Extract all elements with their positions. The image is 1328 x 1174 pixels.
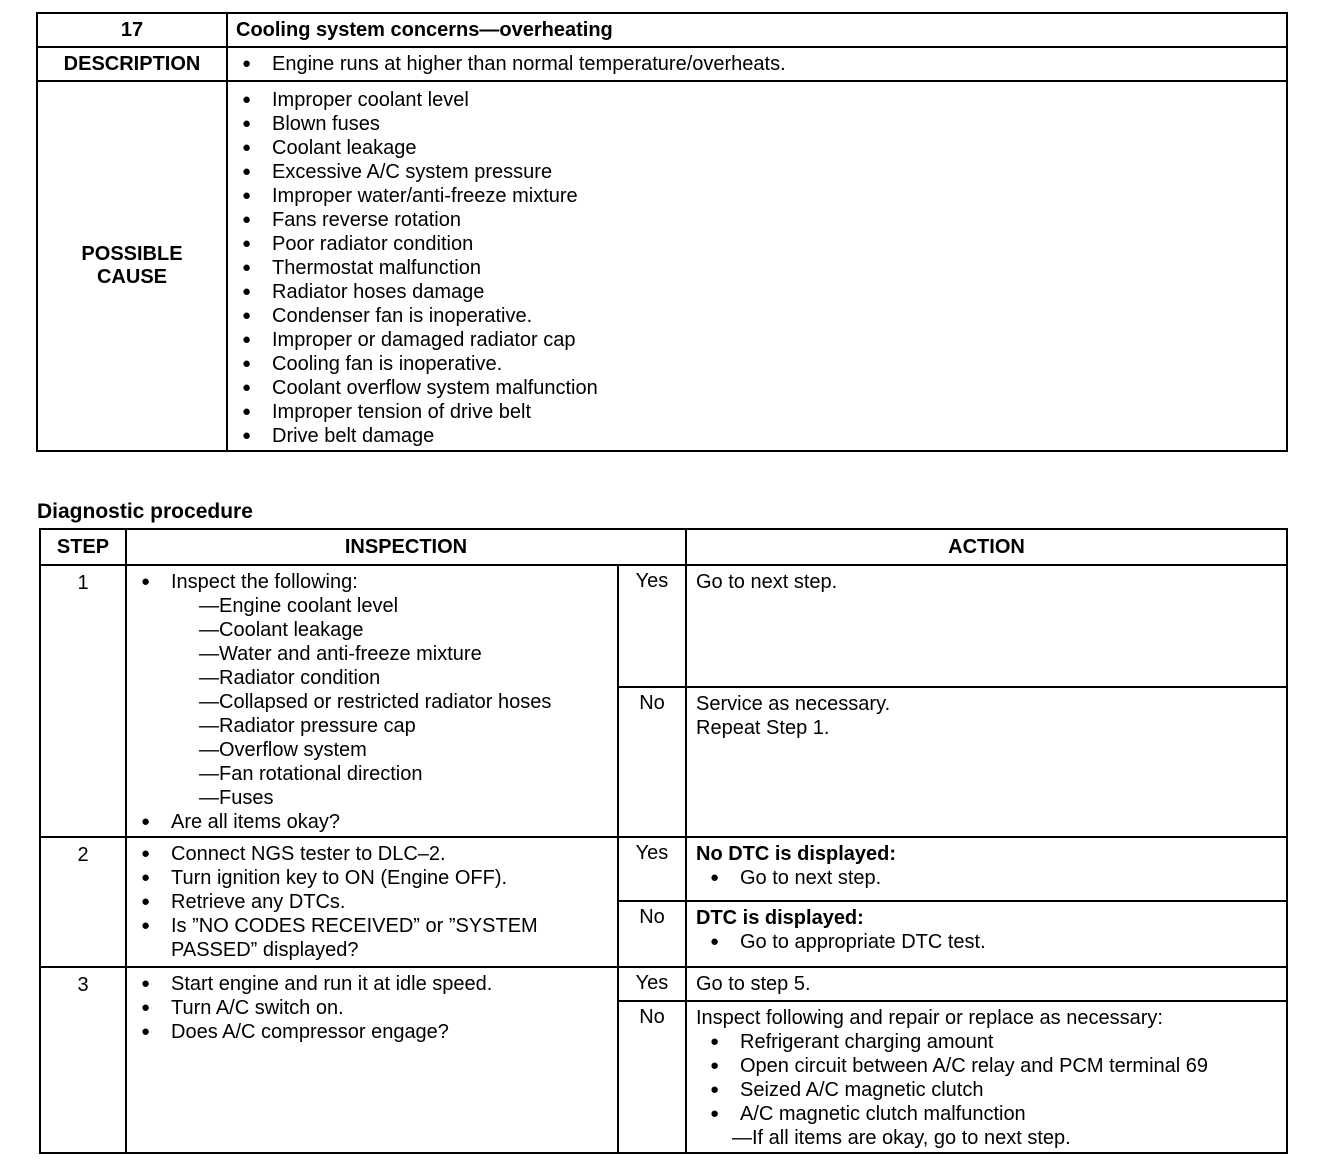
possible-cause-label xyxy=(37,81,227,451)
possible-cause-label-line2: CAUSE xyxy=(96,266,167,288)
step-1-items xyxy=(127,594,617,810)
step-1-number: 1 xyxy=(40,565,126,837)
cause-item: ● Coolant leakage xyxy=(242,136,1286,160)
cause-item: ● Improper tension of drive belt xyxy=(242,400,1286,424)
cause-item: ● Improper water/anti-freeze mixture xyxy=(242,184,1286,208)
cause-item: ● Fans reverse rotation xyxy=(242,208,1286,232)
step-3-yes: Yes xyxy=(618,967,686,1001)
step-3-no-item: ● A/C magnetic clutch malfunction xyxy=(710,1102,1286,1126)
step-1-yes: Yes xyxy=(618,565,686,687)
step-2-yes-heading: No DTC is displayed: xyxy=(696,843,897,865)
cause-item: ● Radiator hoses damage xyxy=(242,280,1286,304)
cause-item: ● Blown fuses xyxy=(242,112,1286,136)
step-1-question: ● Are all items okay? xyxy=(141,810,617,834)
step-2-yes: Yes xyxy=(618,837,686,901)
step-3-no-item: ● Open circuit between A/C relay and PCM terminal 69 xyxy=(710,1054,1286,1078)
step-2-yes-item: ● Go to next step. xyxy=(710,866,1286,890)
cause-item: ● Thermostat malfunction xyxy=(242,256,1286,280)
step-3-no-item: ● Refrigerant charging amount xyxy=(710,1030,1286,1054)
cause-item: ● Improper or damaged radiator cap xyxy=(242,328,1286,352)
step-2-no: No xyxy=(618,901,686,967)
cause-item: ● Coolant overflow system malfunction xyxy=(242,376,1286,400)
cause-item: ● Condenser fan is inoperative. xyxy=(242,304,1286,328)
step-3-yes-action: Go to step 5. xyxy=(686,967,1287,1001)
cause-item: ● Cooling fan is inoperative. xyxy=(242,352,1286,376)
step-header: STEP xyxy=(40,529,126,565)
step-2-no-action xyxy=(686,901,1287,967)
step-2-no-item: ● Go to appropriate DTC test. xyxy=(710,930,1286,954)
symptom-title: Cooling system concerns—overheating xyxy=(227,13,1287,47)
step-1-yes-action: Go to next step. xyxy=(686,565,1287,687)
step-3-no-action xyxy=(686,1001,1287,1153)
step-1-item: — Radiator pressure cap xyxy=(199,714,617,738)
step-1-no-action-line1: Service as necessary. xyxy=(696,693,891,715)
description-text: ● Engine runs at higher than normal temperature/overheats. xyxy=(242,52,1286,76)
step-1-item: — Radiator condition xyxy=(199,666,617,690)
step-3-no: No xyxy=(618,1001,686,1153)
step-1-item: — Engine coolant level xyxy=(199,594,617,618)
symptom-table xyxy=(36,12,1288,452)
diagnostic-procedure-title: Diagnostic procedure xyxy=(37,500,253,523)
step-1-inspection xyxy=(126,565,618,837)
step-3-no-lead: Inspect following and repair or replace as necessary: xyxy=(696,1007,1163,1029)
cause-item: ● Drive belt damage xyxy=(242,424,1286,448)
step-2-yes-action xyxy=(686,837,1287,901)
step-2-item: ● Retrieve any DTCs. xyxy=(141,890,617,914)
procedure-table xyxy=(39,528,1288,1154)
causes-list xyxy=(228,88,1286,448)
step-1-item: — Coolant leakage xyxy=(199,618,617,642)
action-header: ACTION xyxy=(686,529,1287,565)
step-1-no-action-line2: Repeat Step 1. xyxy=(696,717,830,739)
step-1-item: — Fan rotational direction xyxy=(199,762,617,786)
step-3-no-item: ● Seized A/C magnetic clutch xyxy=(710,1078,1286,1102)
possible-cause-label-line1: POSSIBLE xyxy=(81,243,183,265)
step-1-no-action xyxy=(686,687,1287,837)
step-3-item: ● Start engine and run it at idle speed. xyxy=(141,972,617,996)
step-1-item: — Fuses xyxy=(199,786,617,810)
step-2-item: ● Turn ignition key to ON (Engine OFF). xyxy=(141,866,617,890)
step-3-item: ● Does A/C compressor engage? xyxy=(141,1020,617,1044)
description-cell xyxy=(227,47,1287,81)
step-1-no: No xyxy=(618,687,686,837)
step-2-item: ● Connect NGS tester to DLC–2. xyxy=(141,842,617,866)
step-3-inspection xyxy=(126,967,618,1153)
step-2-item: ● Is ”NO CODES RECEIVED” or ”SYSTEM PASSED” displayed? xyxy=(141,914,617,962)
step-3-number: 3 xyxy=(40,967,126,1153)
step-2-number: 2 xyxy=(40,837,126,967)
causes-cell xyxy=(227,81,1287,451)
inspection-header: INSPECTION xyxy=(126,529,686,565)
step-1-lead: ● Inspect the following: xyxy=(141,570,617,594)
cause-item: ● Poor radiator condition xyxy=(242,232,1286,256)
cause-item: ● Improper coolant level xyxy=(242,88,1286,112)
description-label: DESCRIPTION xyxy=(37,47,227,81)
step-3-no-final: — If all items are okay, go to next step. xyxy=(732,1126,1286,1150)
step-3-item: ● Turn A/C switch on. xyxy=(141,996,617,1020)
step-1-item: — Water and anti-freeze mixture xyxy=(199,642,617,666)
step-1-item: — Collapsed or restricted radiator hoses xyxy=(199,690,617,714)
symptom-number: 17 xyxy=(37,13,227,47)
step-2-inspection xyxy=(126,837,618,967)
step-2-no-heading: DTC is displayed: xyxy=(696,907,864,929)
cause-item: ● Excessive A/C system pressure xyxy=(242,160,1286,184)
step-1-item: — Overflow system xyxy=(199,738,617,762)
